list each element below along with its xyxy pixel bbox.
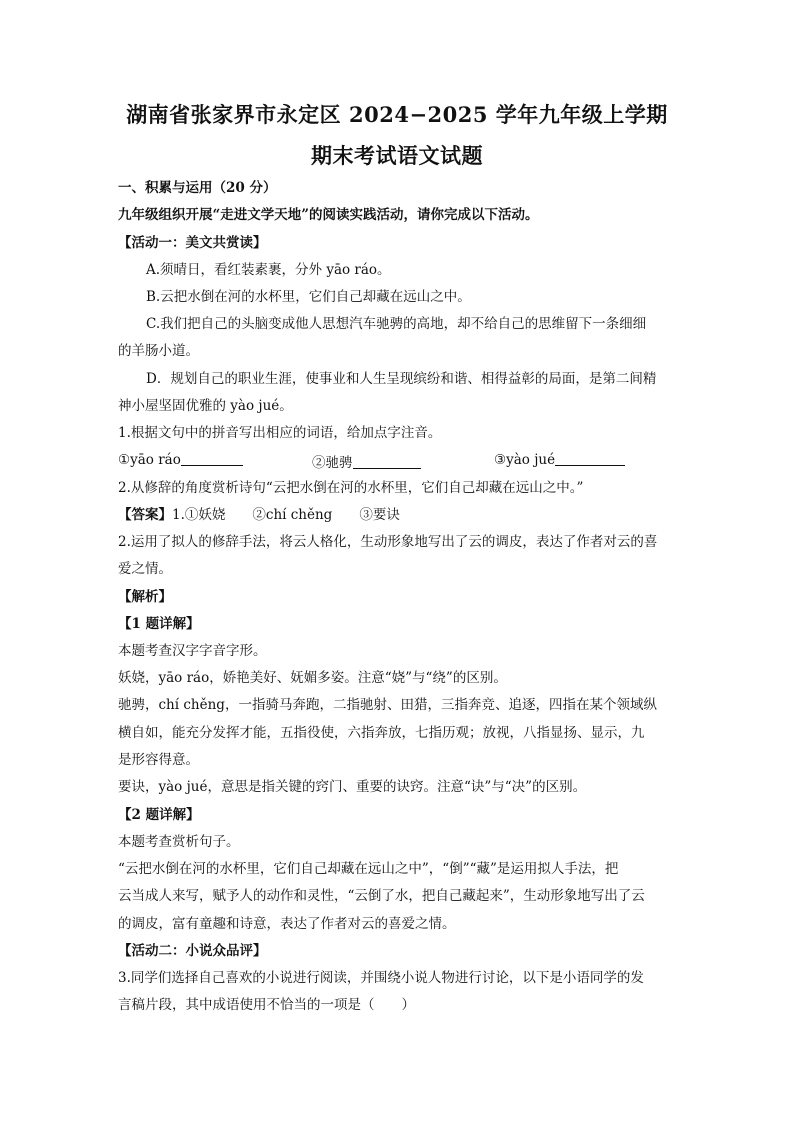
answer-blank (181, 451, 243, 466)
question-2: 2.从修辞的角度赏析诗句“云把水倒在河的水杯里，它们自己却藏在远山之中。” (118, 480, 584, 496)
question-1-item-a (118, 451, 243, 468)
detail-2-para-2-line2: 云当成人来写，赋予人的动作和灵性，“云倒了水，把自己藏起来”，生动形象地写出了云 (118, 888, 645, 904)
detail-1-para-1: 本题考查汉字字音字形。 (118, 643, 267, 659)
detail-heading-1: 【1 题详解】 (118, 616, 200, 632)
answer-1: 1.①妖娆 ②chí chěng ③要诀 (172, 507, 400, 523)
detail-heading-2: 【2 题详解】 (118, 807, 200, 823)
detail-1-para-3-line2: 横自如，能充分发挥才能，五指役使，六指奔放，七指历观；放视，八指显扬、显示，九 (118, 725, 645, 741)
question-1-item-a-label: ①yāo ráo (118, 452, 181, 468)
answer-line (118, 505, 678, 525)
question-1-item-b-label: ②驰骋 (312, 455, 353, 471)
option-d-line2: 神小屋坚固优雅的 yào jué。 (118, 398, 293, 414)
detail-2-para-1: 本题考查赏析句子。 (118, 834, 240, 850)
document-subtitle: 期末考试语文试题 (311, 143, 483, 168)
detail-1-para-3-line3: 是形容得意。 (118, 752, 199, 768)
section-intro: 九年级组织开展“走进文学天地”的阅读实践活动，请你完成以下活动。 (118, 207, 539, 223)
detail-1-para-2: 妖娆，yāo ráo，娇艳美好、妩媚多姿。注意“娆”与“绕”的区别。 (118, 670, 507, 686)
answer-blank (555, 451, 625, 466)
section-heading: 一、积累与运用（20 分） (118, 180, 277, 196)
detail-2-para-2-line1: “云把水倒在河的水杯里，它们自己却藏在远山之中”，“倒”“藏”是运用拟人手法，把 (118, 861, 619, 877)
answer-label: 【答案】 (118, 507, 172, 523)
analysis-heading: 【解析】 (118, 589, 172, 605)
question-1-item-c (494, 451, 625, 468)
question-1-item-c-label: ③yào jué (494, 452, 556, 468)
answer-blank (353, 454, 421, 469)
detail-1-para-3-line1: 驰骋，chí chěng，一指骑马奔跑，二指驰射、田猎，三指奔竞、追逐，四指在某个领域纵 (118, 697, 657, 713)
question-3-line1: 3.同学们选择自己喜欢的小说进行阅读，并围绕小说人物进行讨论，以下是小语同学的发 (118, 970, 644, 986)
activity-heading-1: 【活动一：美文共赏读】 (118, 235, 267, 251)
answer-2-line1: 2.运用了拟人的修辞手法，将云人格化，生动形象地写出了云的调皮，表达了作者对云的喜 (118, 534, 658, 550)
question-3-line2: 言稿片段，其中成语使用不恰当的一项是（ ） (118, 997, 415, 1013)
detail-1-para-4: 要诀，yào jué，意思是指关键的窍门、重要的诀窍。注意“诀”与“决”的区别。 (118, 779, 587, 795)
option-c-line1: C.我们把自己的头脑变成他人思想汽车驰骋的高地，却不给自己的思维留下一条细细 (146, 316, 647, 332)
option-b: B.云把水倒在河的水杯里，它们自己却藏在远山之中。 (146, 289, 471, 305)
detail-2-para-2-line3: 的调皮，富有童趣和诗意，表达了作者对云的喜爱之情。 (118, 916, 456, 932)
question-1-item-b (312, 451, 421, 471)
document-title: 湖南省张家界市永定区 2024−2025 学年九年级上学期 (126, 102, 668, 127)
question-1: 1.根据文句中的拼音写出相应的词语，给加点字注音。 (118, 425, 442, 441)
option-d-line1: D．规划自己的职业生涯，使事业和人生呈现缤纷和谐、相得益彰的局面，是第二间精 (146, 371, 657, 387)
option-c-line2: 的羊肠小道。 (118, 343, 199, 359)
activity-heading-2: 【活动二：小说众品评】 (118, 943, 267, 959)
option-a: A.须晴日，看红装素裹，分外 yāo ráo。 (146, 262, 391, 278)
answer-2-line2: 爱之情。 (118, 561, 172, 577)
